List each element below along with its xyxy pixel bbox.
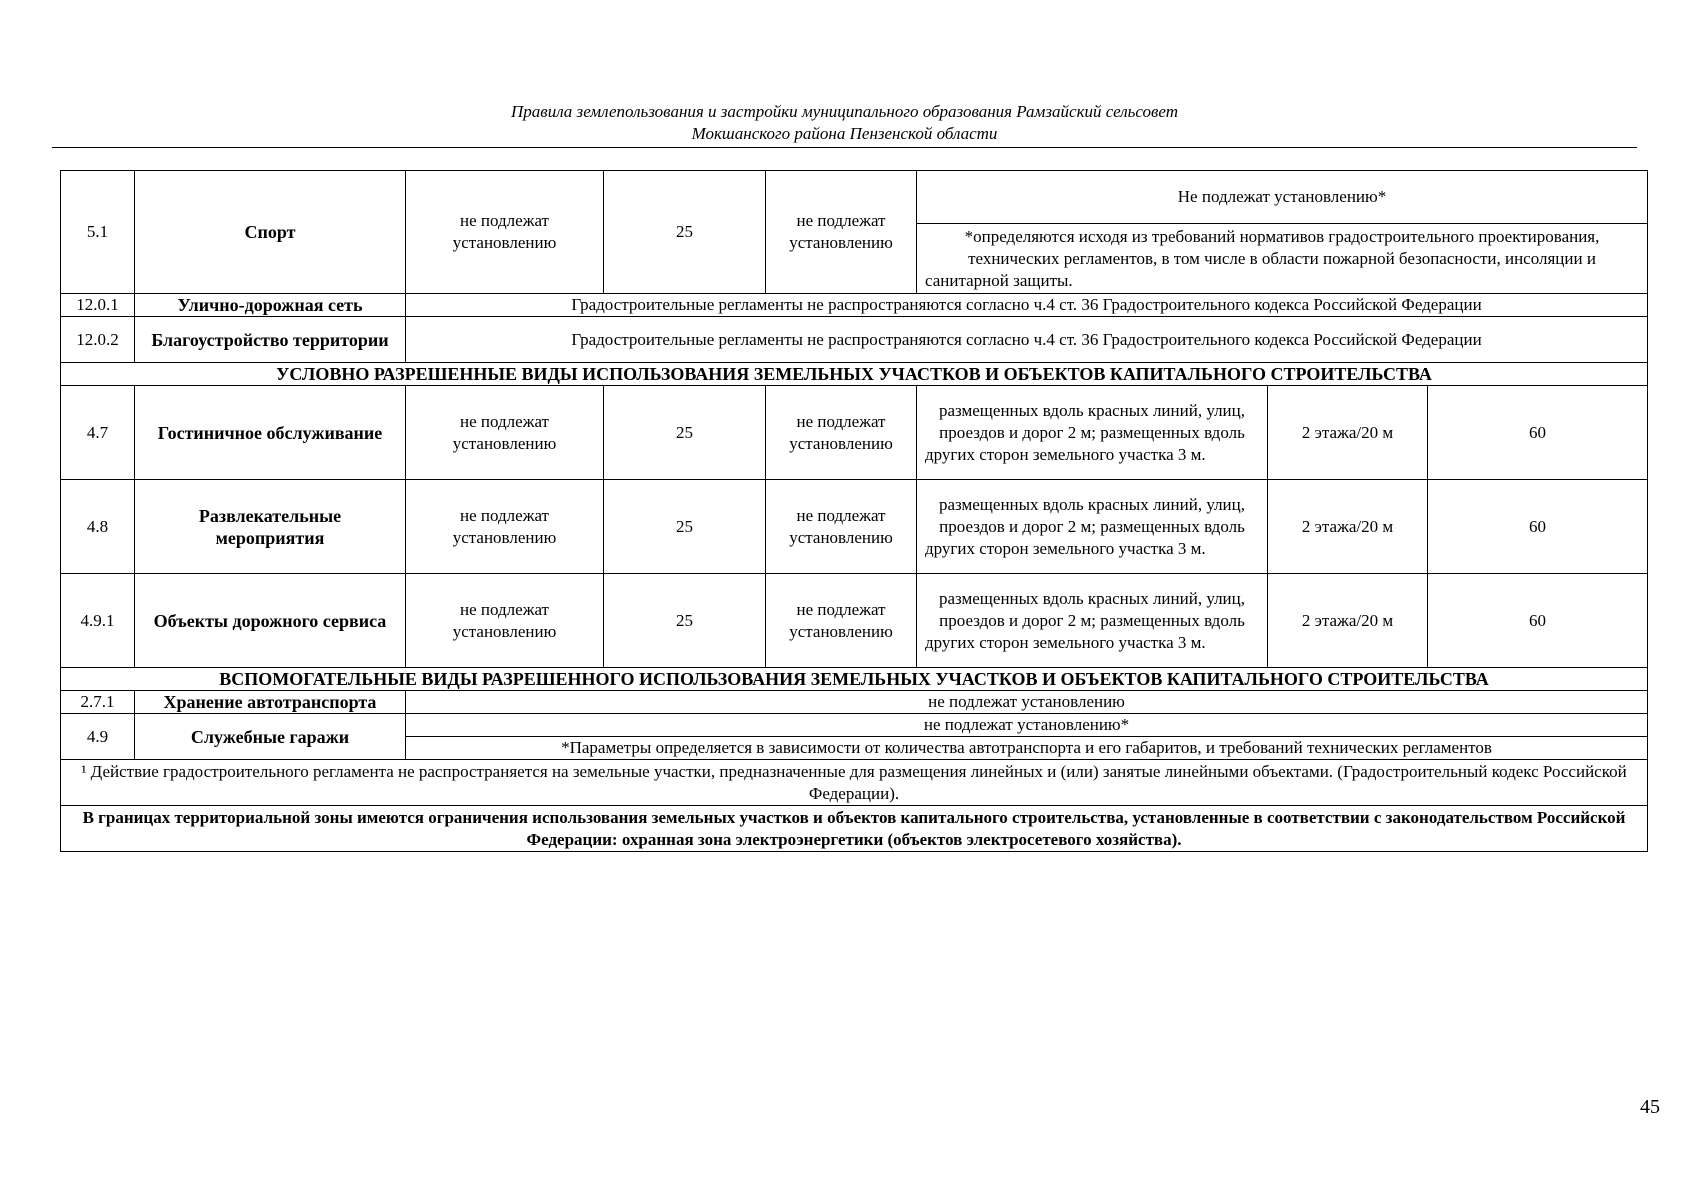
header-rule	[52, 147, 1637, 148]
row-code: 4.8	[61, 480, 135, 574]
param-max-size: не подлежат установлению	[766, 171, 917, 294]
row-code: 4.9.1	[61, 574, 135, 668]
section-auxiliary-title: ВСПОМОГАТЕЛЬНЫЕ ВИДЫ РАЗРЕШЕННОГО ИСПОЛЬЗОВАНИЯ ЗЕМЕЛЬНЫХ УЧАСТКОВ И ОБЪЕКТОВ КАПИТАЛЬНОГО СТРОИТЕЛЬСТВА	[61, 668, 1648, 691]
row-name: Благоустройство территории	[135, 317, 406, 363]
row-name: Спорт	[135, 171, 406, 294]
header-line-2: Мокшанского района Пензенской области	[691, 124, 998, 143]
param-height: 2 этажа/20 м	[1268, 480, 1428, 574]
params-footnote: *определяются исходя из требований нормативов градостроительного проектирования, технических регламентов, в том числе в области пожарной безопасности, инсоляции и санитарной защиты.	[917, 224, 1648, 294]
param-value: 25	[604, 386, 766, 480]
param-setback: размещенных вдоль красных линий, улиц, проездов и дорог 2 м; размещенных вдоль других сторон земельного участка 3 м.	[917, 574, 1268, 668]
row-code: 5.1	[61, 171, 135, 294]
param-max-size: не подлежат установлению	[766, 386, 917, 480]
document-header	[52, 101, 1637, 145]
row-text: не подлежат установлению	[406, 691, 1648, 714]
row-name: Улично-дорожная сеть	[135, 294, 406, 317]
section-header-row	[61, 668, 1648, 691]
row-name: Гостиничное обслуживание	[135, 386, 406, 480]
row-code: 2.7.1	[61, 691, 135, 714]
table-row	[61, 386, 1648, 480]
table-row	[61, 317, 1648, 363]
row-name: Хранение автотранспорта	[135, 691, 406, 714]
row-name: Объекты дорожного сервиса	[135, 574, 406, 668]
row-text: Градостроительные регламенты не распространяются согласно ч.4 ст. 36 Градостроительного кодекса Российской Федерации	[406, 317, 1648, 363]
table-row	[61, 714, 1648, 737]
merged-params: Не подлежат установлению*	[917, 171, 1648, 224]
param-value: 25	[604, 574, 766, 668]
table-row	[61, 171, 1648, 224]
row-text: не подлежат установлению*	[406, 714, 1648, 737]
table-row	[61, 294, 1648, 317]
row-code: 12.0.2	[61, 317, 135, 363]
table-note: ¹ Действие градостроительного регламента не распространяется на земельные участки, предназначенные для размещения линейных и (или) занятые линейными объектами. (Градостроительный кодекс Российской Федерации).	[61, 760, 1648, 806]
table-row	[61, 691, 1648, 714]
param-setback: размещенных вдоль красных линий, улиц, проездов и дорог 2 м; размещенных вдоль других сторон земельного участка 3 м.	[917, 386, 1268, 480]
param-coverage: 60	[1428, 386, 1648, 480]
row-name: Развлекательные мероприятия	[135, 480, 406, 574]
table-row	[61, 574, 1648, 668]
param-max-size: не подлежат установлению	[766, 480, 917, 574]
row-code: 4.7	[61, 386, 135, 480]
restriction-row	[61, 806, 1648, 852]
param-value: 25	[604, 480, 766, 574]
row-code: 12.0.1	[61, 294, 135, 317]
table-row	[61, 480, 1648, 574]
param-min-size: не подлежат установлению	[406, 574, 604, 668]
param-height: 2 этажа/20 м	[1268, 574, 1428, 668]
header-line-1: Правила землепользования и застройки муниципального образования Рамзайский сельсовет	[511, 102, 1178, 121]
param-coverage: 60	[1428, 574, 1648, 668]
param-height: 2 этажа/20 м	[1268, 386, 1428, 480]
param-min-size: не подлежат установлению	[406, 171, 604, 294]
row-footnote: *Параметры определяется в зависимости от количества автотранспорта и его габаритов, и требований технических регламентов	[406, 737, 1648, 760]
regulations-table	[60, 170, 1648, 852]
row-name: Служебные гаражи	[135, 714, 406, 760]
param-coverage: 60	[1428, 480, 1648, 574]
zone-restriction: В границах территориальной зоны имеются ограничения использования земельных участков и объектов капитального строительства, установленные в соответствии с законодательством Российской Федерации: охранная зона электроэнергетики (объектов электросетевого хозяйства).	[61, 806, 1648, 852]
page-number: 45	[1640, 1096, 1660, 1118]
row-code: 4.9	[61, 714, 135, 760]
param-min-size: не подлежат установлению	[406, 480, 604, 574]
row-text: Градостроительные регламенты не распространяются согласно ч.4 ст. 36 Градостроительного кодекса Российской Федерации	[406, 294, 1648, 317]
section-header-row	[61, 363, 1648, 386]
param-min-size: не подлежат установлению	[406, 386, 604, 480]
param-value: 25	[604, 171, 766, 294]
param-setback: размещенных вдоль красных линий, улиц, проездов и дорог 2 м; размещенных вдоль других сторон земельного участка 3 м.	[917, 480, 1268, 574]
note-row	[61, 760, 1648, 806]
param-max-size: не подлежат установлению	[766, 574, 917, 668]
section-conditional-title: УСЛОВНО РАЗРЕШЕННЫЕ ВИДЫ ИСПОЛЬЗОВАНИЯ ЗЕМЕЛЬНЫХ УЧАСТКОВ И ОБЪЕКТОВ КАПИТАЛЬНОГО СТРОИТЕЛЬСТВА	[61, 363, 1648, 386]
